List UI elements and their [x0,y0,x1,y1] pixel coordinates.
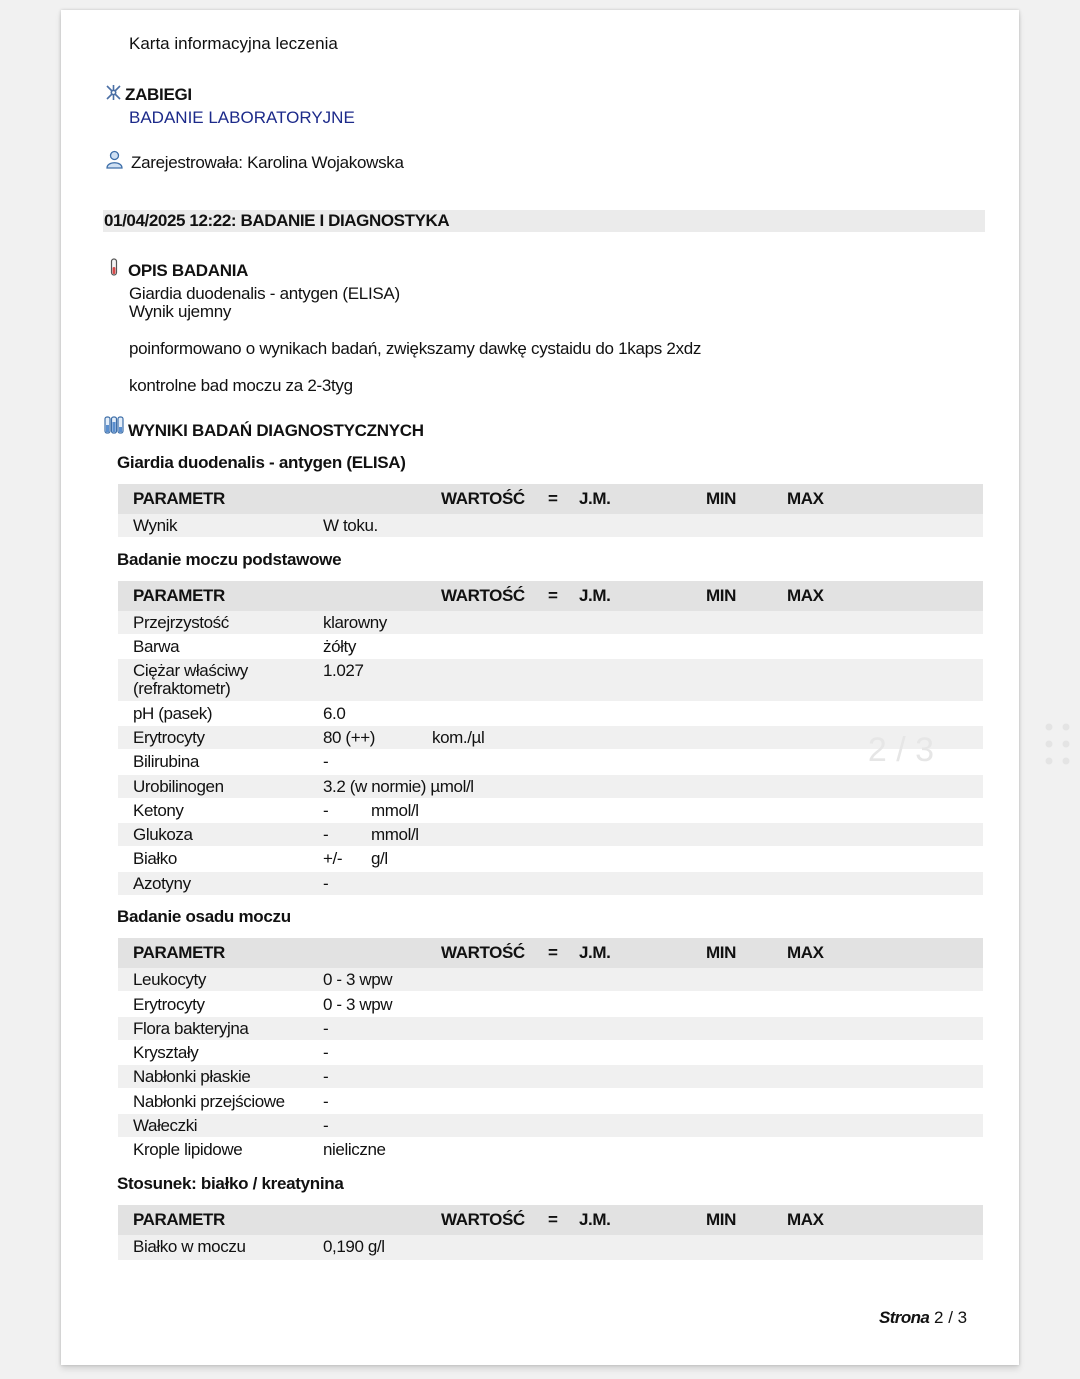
row-param: Nabłonki płaskie [133,1067,251,1086]
row-param: Nabłonki przejściowe [133,1092,285,1111]
header-unit: J.M. [579,586,611,605]
row-value: 0,190 g/l [323,1237,385,1256]
header-unit: J.M. [579,1210,611,1229]
row-param-continued: (refraktometr) [133,679,231,698]
procedures-heading: ZABIEGI [125,85,192,104]
table-header [118,938,983,968]
results-heading: WYNIKI BADAŃ DIAGNOSTYCZNYCH [128,421,424,440]
table-row [118,1065,983,1088]
lab-tubes-icon [104,416,124,436]
row-unit: kom./µl [432,728,485,747]
description-line-3: poinformowano o wynikach badań, zwiększamy dawkę cystaidu do 1kaps 2xdz [129,339,702,358]
procedure-icon [105,84,122,101]
header-max: MAX [787,943,824,962]
row-value: żółty [323,637,356,656]
test-tube-icon [109,258,119,278]
row-value: - [323,874,329,893]
description-line-4: kontrolne bad moczu za 2-3tyg [129,376,353,395]
table-title: Stosunek: białko / kreatynina [117,1174,344,1193]
footer-label: Strona [879,1308,930,1327]
header-param: PARAMETR [133,586,225,605]
row-param: Leukocyty [133,970,206,989]
header-param: PARAMETR [133,489,225,508]
table-row [118,1017,983,1040]
header-max: MAX [787,1210,824,1229]
row-param: Ciężar właściwy [133,661,248,680]
row-value: 3.2 (w normie) µmol/l [323,777,474,796]
table-row [118,799,983,822]
table-title: Badanie moczu podstawowe [117,550,342,569]
row-value: 6.0 [323,704,346,723]
row-param: Wynik [133,516,178,535]
header-min: MIN [706,489,736,508]
table-row [118,635,983,658]
row-value: - [323,801,329,820]
row-unit: mmol/l [371,801,419,820]
row-param: Erytrocyty [133,995,205,1014]
table-row [118,847,983,870]
table-row [118,872,983,895]
header-max: MAX [787,489,824,508]
table-row [118,993,983,1016]
table-header [118,1205,983,1235]
header-max: MAX [787,586,824,605]
row-param: Erytrocyty [133,728,205,747]
table-row [118,514,983,537]
row-param: Białko [133,849,177,868]
row-value: - [323,1019,329,1038]
description-heading: OPIS BADANIA [128,261,249,280]
row-value: nieliczne [323,1140,386,1159]
row-param: Ketony [133,801,184,820]
table-title: Badanie osadu moczu [117,907,291,926]
row-value: 80 (++) [323,728,376,747]
table-header [118,581,983,611]
visit-header: 01/04/2025 12:22: BADANIE I DIAGNOSTYKA [104,211,450,230]
document-page [61,10,1019,1365]
header-value: WARTOŚĆ [441,1210,525,1229]
document-title: Karta informacyjna leczenia [129,34,338,53]
row-param: Azotyny [133,874,191,893]
row-value: - [323,825,329,844]
table-row [118,823,983,846]
row-param: Barwa [133,637,180,656]
table-row [118,1041,983,1064]
row-value: 0 - 3 wpw [323,970,393,989]
row-param: Bilirubina [133,752,199,771]
table-row [118,659,983,701]
row-param: pH (pasek) [133,704,213,723]
header-param: PARAMETR [133,943,225,962]
row-unit: g/l [371,849,388,868]
row-value: - [323,1092,329,1111]
header-min: MIN [706,1210,736,1229]
row-value: 1.027 [323,661,364,680]
header-param: PARAMETR [133,1210,225,1229]
row-param: Białko w moczu [133,1237,246,1256]
row-param: Krople lipidowe [133,1140,243,1159]
description-line-2: Wynik ujemny [129,302,232,321]
row-param: Wałeczki [133,1116,198,1135]
row-param: Urobilinogen [133,777,224,796]
header-min: MIN [706,943,736,962]
row-value: - [323,1043,329,1062]
header-value: WARTOŚĆ [441,943,525,962]
table-title: Giardia duodenalis - antygen (ELISA) [117,453,406,472]
header-eq: = [548,1210,558,1229]
procedure-item: BADANIE LABORATORYJNE [129,108,355,127]
table-row [118,1138,983,1161]
table-row [118,611,983,634]
footer-current-page: 2 [933,1308,944,1327]
header-eq: = [548,943,558,962]
row-param: Glukoza [133,825,193,844]
header-value: WARTOŚĆ [441,489,525,508]
table-row [118,1235,983,1260]
header-eq: = [548,586,558,605]
row-param: Kryształy [133,1043,199,1062]
row-value: klarowny [323,613,387,632]
header-unit: J.M. [579,489,611,508]
table-row [118,968,983,991]
table-header [118,484,983,514]
registered-by: Zarejestrowała: Karolina Wojakowska [131,153,404,172]
row-param: Przejrzystość [133,613,229,632]
row-value: - [323,1116,329,1135]
header-eq: = [548,489,558,508]
row-value: +/- [323,849,343,868]
header-unit: J.M. [579,943,611,962]
description-line-1: Giardia duodenalis - antygen (ELISA) [129,284,400,303]
row-value: 0 - 3 wpw [323,995,393,1014]
row-unit: mmol/l [371,825,419,844]
row-param: Flora bakteryjna [133,1019,249,1038]
table-row [118,1114,983,1137]
user-icon [105,150,124,169]
row-value: W toku. [323,516,378,535]
viewer-page-indicator: 2 / 3 [867,731,935,769]
footer-total-pages: / 3 [948,1308,968,1327]
viewer-grid-icon[interactable] [1044,722,1072,768]
header-min: MIN [706,586,736,605]
row-value: - [323,1067,329,1086]
row-value: - [323,752,329,771]
header-value: WARTOŚĆ [441,586,525,605]
page-footer [879,1308,967,1328]
table-row [118,1090,983,1113]
